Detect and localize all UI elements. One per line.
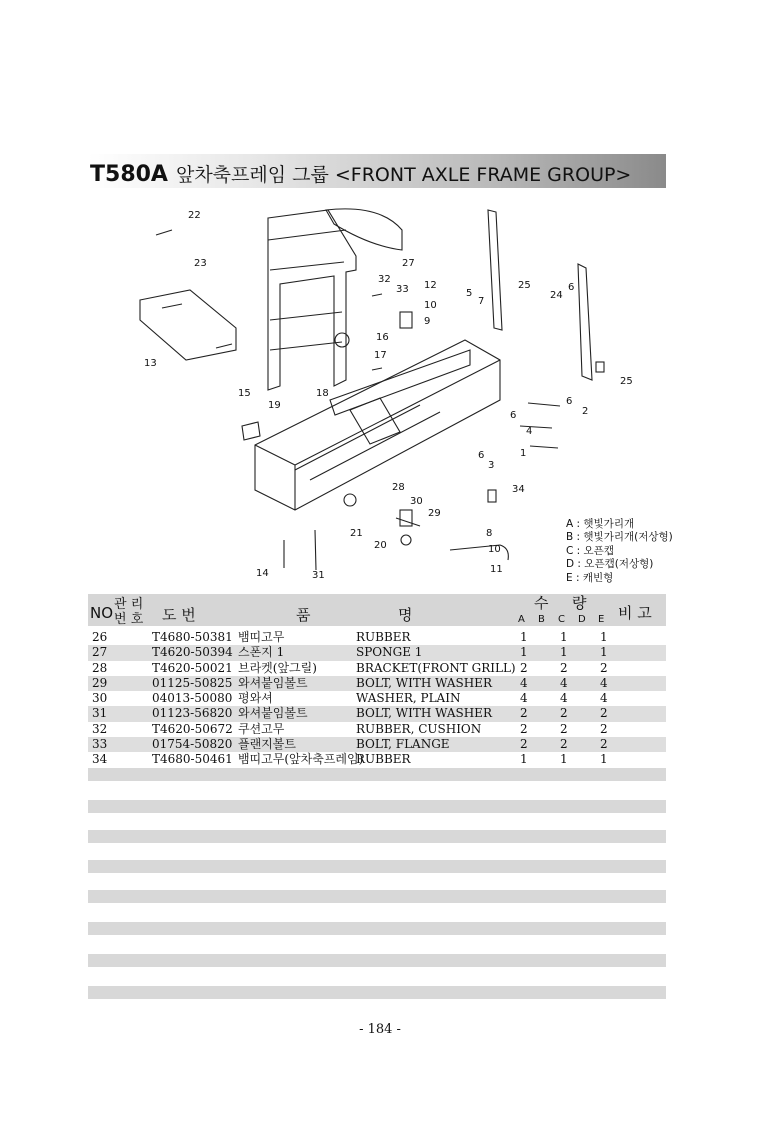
callout: 23	[194, 258, 207, 269]
cell-kor: 플랜지볼트	[238, 737, 296, 752]
cell-e: 1	[600, 630, 608, 644]
header-drawing: 도 번	[162, 606, 196, 624]
legend-item: C : 오픈캡	[566, 544, 614, 557]
cell-a: 2	[520, 721, 528, 736]
table-row	[88, 661, 666, 676]
callout: 25	[620, 376, 633, 387]
blank-row	[88, 830, 666, 843]
callout: 16	[376, 332, 389, 343]
blank-row	[88, 922, 666, 935]
cell-no: 33	[92, 737, 108, 752]
callout: 12	[424, 280, 437, 291]
table-row	[88, 752, 666, 767]
callout: 10	[488, 544, 501, 555]
cell-kor: 와셔붙임볼트	[238, 675, 308, 690]
callout: 6	[510, 410, 517, 421]
callout: 3	[488, 460, 495, 471]
cell-part: T4620-50394	[152, 645, 233, 660]
callout: 18	[316, 388, 329, 399]
header-qty-2: 량	[572, 594, 587, 612]
cell-c: 2	[560, 660, 568, 675]
table-row	[88, 645, 666, 660]
cell-a: 2	[520, 737, 528, 752]
header-name-2: 명	[398, 606, 413, 624]
group-title: 앞차축프레임 그룹 <FRONT AXLE FRAME GROUP>	[175, 164, 632, 186]
legend-item: B : 햇빛가리개(저상형)	[566, 531, 673, 544]
cell-a: 1	[520, 630, 528, 644]
cell-e: 4	[600, 675, 608, 690]
callout: 10	[424, 300, 437, 311]
cell-a: 2	[520, 706, 528, 721]
cell-eng: RUBBER, CUSHION	[356, 721, 482, 736]
callout: 22	[188, 210, 201, 221]
model-legend	[566, 518, 673, 585]
callout: 30	[410, 496, 423, 507]
cell-e: 1	[600, 645, 608, 660]
cell-c: 2	[560, 737, 568, 752]
blank-row	[88, 800, 666, 813]
cell-eng: RUBBER	[356, 752, 411, 767]
callout: 7	[478, 296, 485, 307]
cell-e: 2	[600, 737, 608, 752]
cell-part: 01123-56820	[152, 706, 233, 721]
callout: 24	[550, 290, 563, 301]
cell-no: 27	[92, 645, 108, 660]
callout: 8	[486, 528, 493, 539]
cell-eng: BOLT, WITH WASHER	[356, 675, 492, 690]
blank-row	[88, 954, 666, 967]
callout: 13	[144, 358, 157, 369]
cell-no: 29	[92, 675, 108, 690]
blank-row	[88, 768, 666, 781]
callout: 29	[428, 508, 441, 519]
cell-eng: BOLT, FLANGE	[356, 737, 450, 752]
callout: 6	[566, 396, 573, 407]
table-row	[88, 691, 666, 706]
callout: 5	[466, 288, 473, 299]
table-row	[88, 630, 666, 645]
header-name-1: 품	[296, 606, 311, 624]
callout: 27	[402, 258, 415, 269]
cell-part: T4680-50461	[152, 752, 233, 767]
cell-c: 1	[560, 752, 568, 767]
cell-e: 4	[600, 691, 608, 706]
cell-a: 2	[520, 660, 528, 675]
cell-kor: 와셔붙임볼트	[238, 706, 308, 721]
callout: 20	[374, 540, 387, 551]
cell-no: 30	[92, 691, 108, 706]
header-col-d: D	[578, 614, 586, 625]
callout: 31	[312, 570, 325, 581]
cell-no: 32	[92, 721, 108, 736]
cell-part: T4620-50021	[152, 660, 233, 675]
page-number: - 184 -	[359, 1022, 401, 1037]
cell-a: 4	[520, 675, 528, 690]
blank-row	[88, 986, 666, 999]
cell-a: 4	[520, 691, 528, 706]
cell-part: 01754-50820	[152, 737, 233, 752]
callout: 2	[582, 406, 589, 417]
cell-e: 2	[600, 660, 608, 675]
blank-row	[88, 890, 666, 903]
table-row	[88, 706, 666, 721]
callout: 21	[350, 528, 363, 539]
cell-kor: 쿠션고무	[238, 721, 285, 736]
callout: 6	[478, 450, 485, 461]
callout: 19	[268, 400, 281, 411]
cell-part: T4620-50672	[152, 721, 233, 736]
callout: 1	[520, 448, 527, 459]
parts-table	[88, 630, 666, 768]
cell-eng: RUBBER	[356, 630, 411, 644]
header-no: NO	[90, 604, 114, 622]
callout: 34	[512, 484, 525, 495]
callout: 4	[526, 426, 533, 437]
legend-item: E : 캐빈형	[566, 571, 614, 584]
table-header	[88, 594, 666, 626]
cell-eng: BRACKET(FRONT GRILL)	[356, 660, 516, 675]
model-number: T580A	[90, 162, 168, 187]
cell-e: 2	[600, 721, 608, 736]
cell-c: 1	[560, 645, 568, 660]
legend-item: A : 햇빛가리개	[566, 518, 635, 530]
header-mgmt-top: 관 리	[114, 597, 144, 612]
cell-part: 01125-50825	[152, 675, 233, 690]
header-qty-1: 수	[534, 594, 549, 612]
cell-no: 31	[92, 706, 108, 721]
cell-c: 4	[560, 675, 568, 690]
callout: 17	[374, 350, 387, 361]
cell-no: 34	[92, 752, 108, 767]
table-row	[88, 676, 666, 691]
table-row	[88, 737, 666, 752]
blank-row	[88, 860, 666, 873]
callout: 32	[378, 274, 391, 285]
header-col-e: E	[598, 614, 605, 625]
cell-kor: 브라켓(앞그릴)	[238, 660, 317, 675]
cell-kor: 평와셔	[238, 691, 273, 706]
cell-eng: SPONGE 1	[356, 645, 423, 660]
callout: 9	[424, 316, 431, 327]
callout: 25	[518, 280, 531, 291]
cell-e: 2	[600, 706, 608, 721]
cell-kor: 스폰지 1	[238, 645, 285, 660]
cell-eng: BOLT, WITH WASHER	[356, 706, 492, 721]
callout: 11	[490, 564, 503, 575]
cell-eng: WASHER, PLAIN	[356, 691, 461, 706]
table-row	[88, 722, 666, 737]
cell-part: T4680-50381	[152, 630, 233, 644]
header-col-b: B	[538, 614, 545, 625]
cell-no: 28	[92, 660, 108, 675]
cell-c: 4	[560, 691, 568, 706]
page-title	[90, 160, 631, 187]
callout: 14	[256, 568, 269, 579]
legend-item: D : 오픈캡(저상형)	[566, 558, 654, 571]
header-col-a: A	[518, 614, 525, 625]
cell-part: 04013-50080	[152, 691, 233, 706]
header-remark: 비 고	[618, 604, 652, 622]
cell-a: 1	[520, 752, 528, 767]
cell-c: 2	[560, 706, 568, 721]
cell-kor: 뱀띠고무(앞차축프레임)	[238, 752, 364, 767]
header-col-c: C	[558, 614, 565, 625]
cell-no: 26	[92, 630, 108, 644]
cell-kor: 뱀띠고무	[238, 630, 285, 644]
callout: 33	[396, 284, 409, 295]
callout: 15	[238, 388, 251, 399]
callout: 6	[568, 282, 575, 293]
cell-c: 2	[560, 721, 568, 736]
cell-e: 1	[600, 752, 608, 767]
cell-a: 1	[520, 645, 528, 660]
header-mgmt-bottom: 번 호	[114, 612, 144, 627]
callout: 28	[392, 482, 405, 493]
cell-c: 1	[560, 630, 568, 644]
